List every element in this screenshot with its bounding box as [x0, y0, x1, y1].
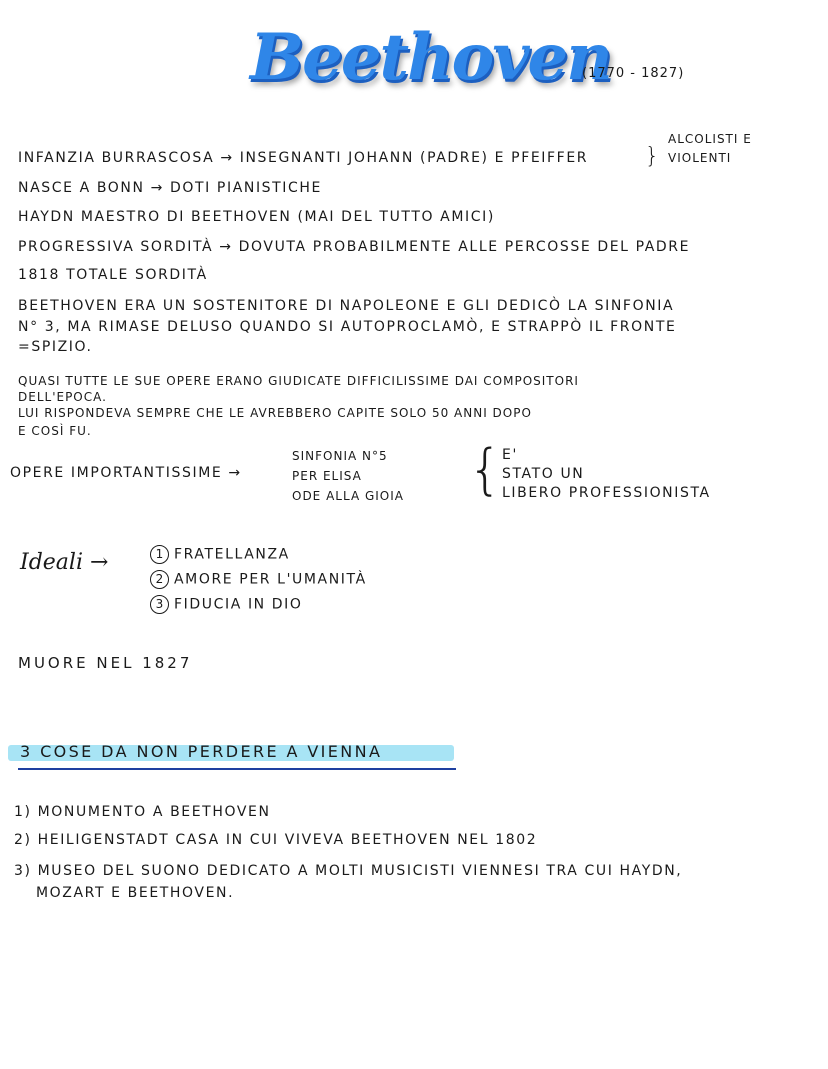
opere-label: OPERE IMPORTANTISSIME →: [10, 465, 242, 481]
note-alcolisti-1: ALCOLISTI E: [668, 132, 752, 146]
ideali-number: 2: [150, 570, 169, 589]
ideali-text: FIDUCIA IN DIO: [174, 596, 303, 613]
vienna-title: 3 COSE DA NON PERDERE A VIENNA: [20, 742, 383, 761]
note-quasi-2: DELL'EPOCA.: [18, 390, 107, 404]
note-quasi-1: QUASI TUTTE LE SUE OPERE ERANO GIUDICATE DIFFICILISSIME DAI COMPOSITORI: [18, 374, 579, 388]
opere-item: ODE ALLA GIOIA: [292, 489, 404, 503]
ideali-label: Ideali →: [20, 550, 109, 575]
ideali-text: AMORE PER L'UMANITÀ: [174, 571, 367, 588]
note-1818: 1818 TOTALE SORDITÀ: [18, 267, 208, 283]
page-title: Beethoven: [250, 20, 611, 95]
opere-item: PER ELISA: [292, 469, 362, 483]
note-nasce: NASCE A BONN → DOTI PIANISTICHE: [18, 180, 322, 196]
note-alcolisti-2: VIOLENTI: [668, 151, 732, 165]
note-haydn: HAYDN MAESTRO DI BEETHOVEN (MAI DEL TUTTO AMICI): [18, 209, 495, 225]
vienna-item: 2) HEILIGENSTADT CASA IN CUI VIVEVA BEETHOVEN NEL 1802: [14, 832, 538, 848]
vienna-item: 3) MUSEO DEL SUONO DEDICATO A MOLTI MUSICISTI VIENNESI TRA CUI HAYDN,: [14, 863, 683, 879]
note-lui-1: LUI RISPONDEVA SEMPRE CHE LE AVREBBERO CAPITE SOLO 50 ANNI DOPO: [18, 406, 532, 420]
brace-icon: }: [645, 144, 659, 169]
note-muore: MUORE NEL 1827: [18, 654, 193, 672]
section-underline: [18, 768, 456, 770]
opere-item: SINFONIA N°5: [292, 449, 388, 463]
opere-note-1: E': [502, 447, 518, 463]
note-napoleone-3: =SPIZIO.: [18, 339, 93, 355]
note-napoleone-2: N° 3, MA RIMASE DELUSO QUANDO SI AUTOPROCLAMÒ, E STRAPPÒ IL FRONTE: [18, 319, 677, 335]
opere-note-2: STATO UN: [502, 466, 585, 482]
ideali-item: [150, 595, 303, 614]
ideali-text: FRATELLANZA: [174, 546, 290, 563]
ideali-item: [150, 570, 367, 589]
brace-icon: {: [468, 438, 503, 501]
note-sordita: PROGRESSIVA SORDITÀ → DOVUTA PROBABILMENTE ALLE PERCOSSE DEL PADRE: [18, 239, 691, 255]
ideali-number: 1: [150, 545, 169, 564]
vienna-item: 1) MONUMENTO A BEETHOVEN: [14, 804, 271, 820]
lifespan-dates: (1770 - 1827): [582, 66, 685, 81]
ideali-item: [150, 545, 290, 564]
note-infanzia: INFANZIA BURRASCOSA → INSEGNANTI JOHANN (PADRE) E PFEIFFER: [18, 150, 589, 166]
note-lui-2: E COSÌ FU.: [18, 424, 92, 438]
note-napoleone-1: BEETHOVEN ERA UN SOSTENITORE DI NAPOLEONE E GLI DEDICÒ LA SINFONIA: [18, 298, 675, 314]
ideali-number: 3: [150, 595, 169, 614]
opere-note-3: LIBERO PROFESSIONISTA: [502, 485, 711, 501]
vienna-item-cont: MOZART E BEETHOVEN.: [36, 885, 235, 901]
